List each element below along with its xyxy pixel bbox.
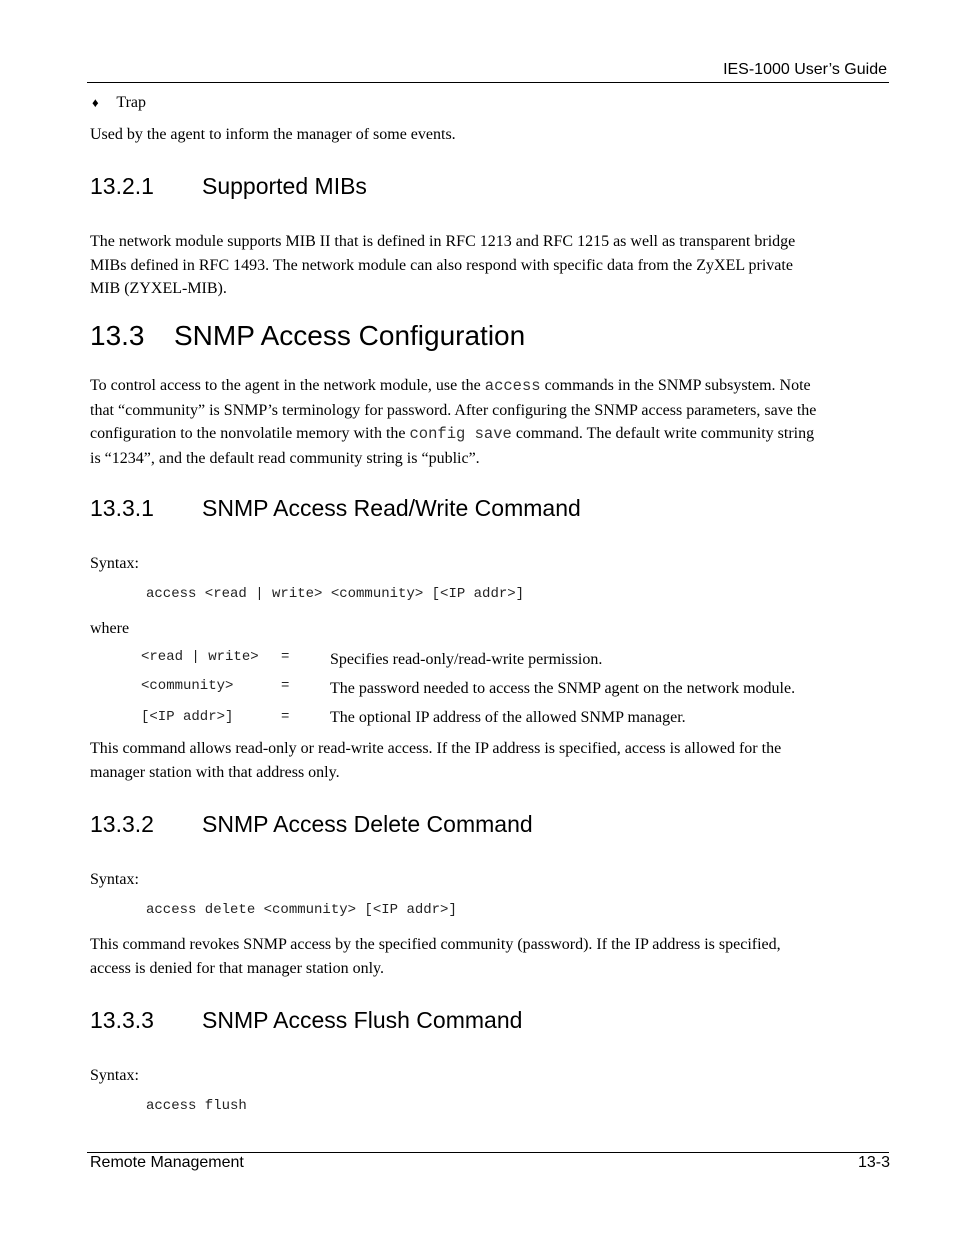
syntax-label: Syntax:: [90, 871, 139, 888]
where-label: where: [90, 620, 130, 637]
syntax-code-delete: access delete <community> [<IP addr>]: [146, 902, 457, 918]
heading-13-2-1-number: 13.2.1: [90, 173, 154, 199]
param-desc-community: The password needed to access the SNMP agent on the network module.: [330, 680, 796, 697]
syntax-code-flush: access flush: [146, 1098, 247, 1114]
header-title: IES-1000 User’s Guide: [723, 61, 887, 78]
text-line: manager station with that address only.: [90, 763, 340, 781]
heading-13-2-1-title: Supported MIBs: [202, 173, 367, 199]
param-desc-read-write: Specifies read-only/read-write permission.: [330, 651, 603, 668]
heading-13-3-3-title: SNMP Access Flush Command: [202, 1007, 523, 1033]
text-line: configuration to the nonvolatile memory with the config save command. The default write community string: [90, 425, 815, 443]
heading-13-3-1-title: SNMP Access Read/Write Command: [202, 495, 581, 521]
paragraph-access-config: [90, 374, 816, 470]
text-line: The network module supports MIB II that is defined in RFC 1213 and RFC 1215 as well as transparent bridge: [90, 233, 796, 250]
syntax-code-read-write: access <read | write> <community> [<IP addr>]: [146, 586, 525, 602]
text-line: is “1234”, and the default read community string is “public”.: [90, 449, 480, 467]
param-equals: =: [281, 649, 290, 665]
text-line: MIB (ZYXEL-MIB).: [90, 280, 227, 297]
bullet-label: Trap: [116, 94, 146, 111]
text-line: This command allows read-only or read-write access. If the IP address is specified, access is allowed for the: [90, 740, 782, 757]
param-equals: =: [281, 709, 290, 725]
paragraph-trap: Used by the agent to inform the manager of some events.: [90, 126, 456, 143]
heading-13-3-2-number: 13.3.2: [90, 811, 154, 837]
inline-code-config-save: config save: [409, 425, 512, 443]
heading-13-3-title: SNMP Access Configuration: [174, 320, 526, 351]
paragraph-delete-note: [90, 933, 781, 980]
param-name-community: <community>: [141, 678, 234, 694]
text-line: To control access to the agent in the network module, use the access commands in the SNMP subsystem. Note: [90, 377, 811, 395]
param-name-read-write: <read | write>: [141, 649, 259, 665]
syntax-label: Syntax:: [90, 555, 139, 572]
text-line: MIBs defined in RFC 1493. The network module can also respond with specific data from the ZyXEL private: [90, 256, 793, 274]
heading-13-3-1-number: 13.3.1: [90, 495, 154, 521]
param-desc-ip-addr: The optional IP address of the allowed SNMP manager.: [330, 709, 686, 726]
heading-13-3-number: 13.3: [90, 320, 145, 351]
footer-rule: [87, 1152, 889, 1153]
text-line: This command revokes SNMP access by the specified community (password). If the IP address is specified,: [90, 936, 781, 953]
syntax-label: Syntax:: [90, 1067, 139, 1084]
param-equals: =: [281, 678, 290, 694]
text-line: access is denied for that manager station only.: [90, 959, 384, 977]
text-line: that “community” is SNMP’s terminology for password. After configuring the SNMP access parameters, save the: [90, 401, 817, 419]
footer-page-number: 13-3: [857, 1154, 890, 1171]
header-rule: [87, 82, 889, 83]
param-name-ip-addr: [<IP addr>]: [141, 709, 234, 725]
footer-chapter: Remote Management: [90, 1154, 244, 1171]
bullet-item: [92, 91, 146, 115]
heading-13-3-3-number: 13.3.3: [90, 1007, 154, 1033]
paragraph-read-write-note: [90, 737, 781, 784]
paragraph-supported-mibs: [90, 230, 795, 301]
heading-13-3-2-title: SNMP Access Delete Command: [202, 811, 533, 837]
diamond-bullet-icon: ♦: [92, 95, 99, 110]
inline-code-access: access: [484, 377, 541, 395]
